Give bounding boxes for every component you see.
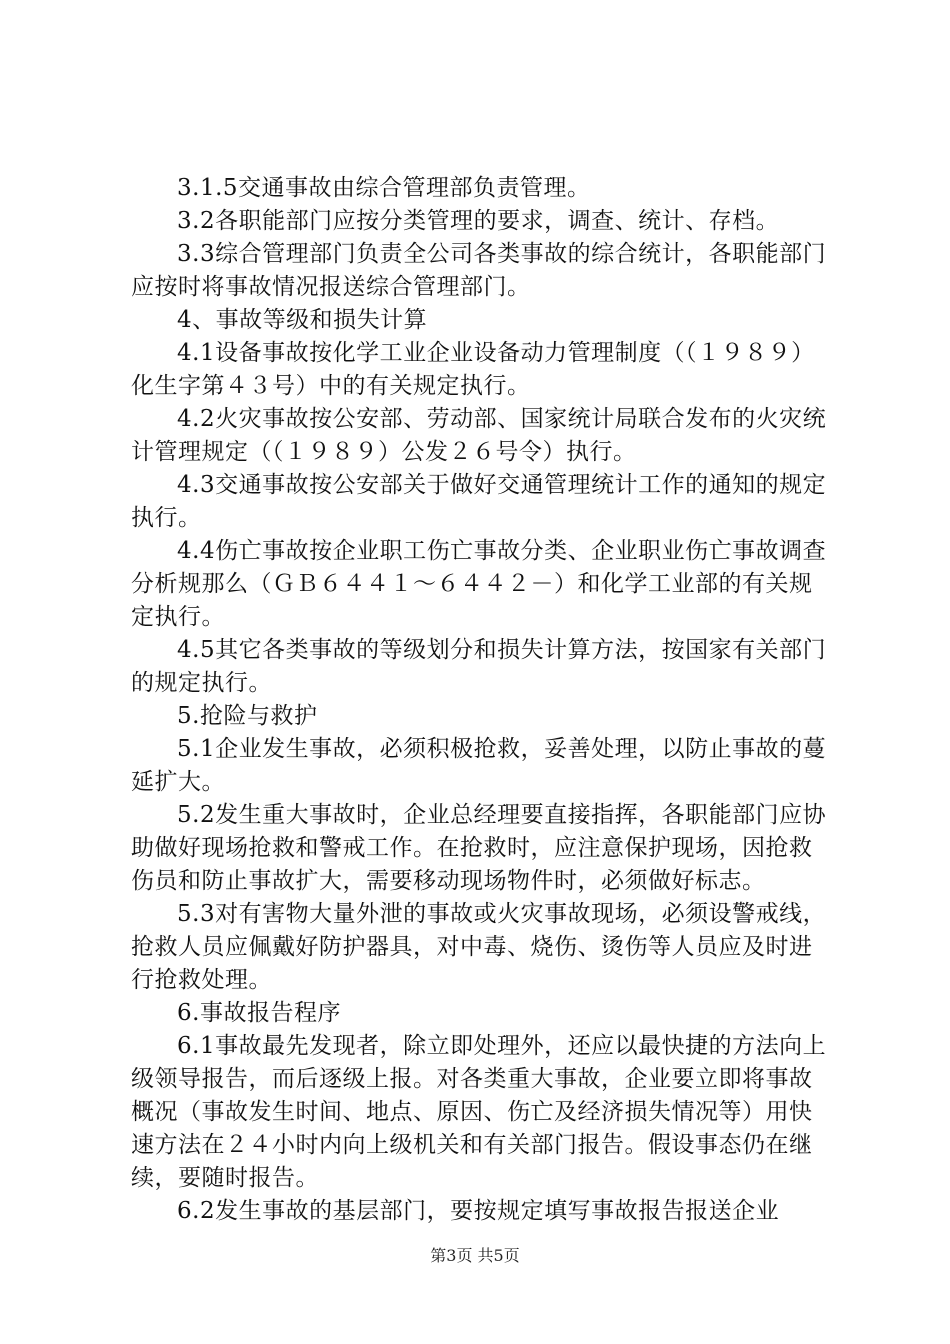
- paragraph: 4.1设备事故按化学工业企业设备动力管理制度（（１９８９）化生字第４３号）中的有关规定执行。: [131, 340, 815, 399]
- page-footer: [0, 1246, 950, 1266]
- paragraph: 4.4伤亡事故按企业职工伤亡事故分类、企业职业伤亡事故调查分析规那么（ＧＢ６４４１～６４４２－）和化学工业部的有关规定执行。: [131, 538, 827, 630]
- paragraph: 6.2发生事故的基层部门，要按规定填写事故报告报送企业: [177, 1198, 780, 1224]
- page-number: 第3页 共5页: [430, 1246, 520, 1265]
- paragraph: 5.1企业发生事故，必须积极抢救，妥善处理，以防止事故的蔓延扩大。: [131, 736, 827, 795]
- section-heading: 4、事故等级和损失计算: [177, 307, 428, 333]
- section-heading: 6.事故报告程序: [177, 1000, 341, 1026]
- paragraph: 3.1.5交通事故由综合管理部负责管理。: [177, 175, 591, 201]
- paragraph: 5.2发生重大事故时，企业总经理要直接指挥，各职能部门应协助做好现场抢救和警戒工作。在抢救时，应注意保护现场，因抢救伤员和防止事故扩大，需要移动现场物件时，必须做好标志。: [131, 802, 827, 894]
- paragraph: 3.3综合管理部门负责全公司各类事故的综合统计，各职能部门应按时将事故情况报送综合管理部门。: [131, 241, 827, 300]
- section-heading: 5.抢险与救护: [177, 703, 318, 729]
- paragraph: 6.1事故最先发现者，除立即处理外，还应以最快捷的方法向上级领导报告，而后逐级上报。对各类重大事故，企业要立即将事故概况（事故发生时间、地点、原因、伤亡及经济损失情况等）用快速方法在２４小时内向上级机关和有关部门报告。假设事态仍在继续，要随时报告。: [131, 1033, 827, 1191]
- paragraph: 4.5其它各类事故的等级划分和损失计算方法，按国家有关部门的规定执行。: [131, 637, 827, 696]
- paragraph: 4.2火灾事故按公安部、劳动部、国家统计局联合发布的火灾统计管理规定（（１９８９）公发２６号令）执行。: [131, 406, 827, 465]
- paragraph: 4.3交通事故按公安部关于做好交通管理统计工作的通知的规定执行。: [131, 472, 827, 531]
- paragraph: 3.2各职能部门应按分类管理的要求，调查、统计、存档。: [177, 208, 780, 234]
- document-body: [131, 172, 831, 1228]
- paragraph: 5.3对有害物大量外泄的事故或火灾事故现场，必须设警戒线，抢救人员应佩戴好防护器具，对中毒、烧伤、烫伤等人员应及时进行抢救处理。: [131, 901, 827, 993]
